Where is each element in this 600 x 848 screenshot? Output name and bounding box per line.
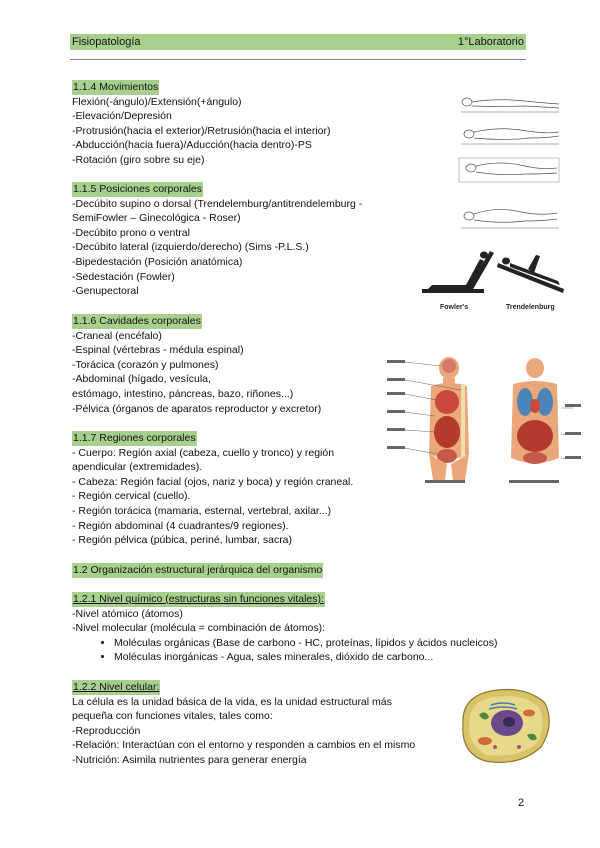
list-item: • Moléculas orgánicas (Base de carbono - HC, proteínas, lípidos y ácidos nucleicos)	[114, 636, 497, 651]
text-line: -Rotación (giro sobre su eje)	[72, 153, 205, 166]
text-line: -Sedestación (Fowler)	[72, 270, 175, 283]
section-title: 1.1.6 Cavidades corporales	[73, 315, 201, 327]
section-title: 1.2.2 Nivel celular:	[73, 681, 160, 693]
animal-cell-figure	[455, 685, 555, 767]
text-line: -Nivel molecular (molécula = combinación de átomos):	[72, 622, 325, 635]
text-line: - Región torácica (mamaria, esternal, vertebral, axilar...)	[72, 504, 332, 517]
section-posiciones	[72, 182, 362, 299]
section-title: 1.1.7 Regiones corporales	[73, 432, 196, 444]
text-line: Flexión(-ángulo)/Extensión(+ángulo)	[72, 95, 242, 108]
text-line: - Región abdominal (4 cuadrantes/9 regiones).	[72, 519, 289, 532]
text-line: estómago, intestino, páncreas, bazo, riñones...)	[72, 387, 294, 400]
section-movimientos	[72, 80, 331, 168]
text-line: -Decúbito prono o ventral	[72, 226, 190, 239]
caption-fowler: Fowler's	[440, 304, 469, 311]
text-line: -Elevación/Depresión	[72, 110, 172, 123]
section-title: 1.1.4 Movimientos	[73, 81, 159, 93]
section-title: 1.2.1 Nivel químico (estructuras sin funciones vitales):	[73, 593, 324, 605]
text-line: -Bipedestación (Posición anatómica)	[72, 255, 243, 268]
caption-trendelenburg: Trendelenburg	[506, 304, 555, 311]
text-line: pequeña con funciones vitales, tales como:	[72, 710, 273, 723]
text-line: -Decúbito lateral (izquierdo/derecho) (Sims -P.L.S.)	[72, 241, 309, 254]
text-line: - Región pélvica (púbica, periné, lumbar, sacra)	[72, 534, 293, 547]
section-title: 1.2 Organización estructural jerárquica del organismo	[73, 564, 323, 576]
section-organizacion	[72, 563, 323, 578]
section-regiones	[72, 431, 353, 548]
section-nivel-quimico	[72, 592, 497, 665]
text-line: -Relación: Interactúan con el entorno y responden a cambios en el mismo	[72, 739, 416, 752]
text-line: - Región cervical (cuello).	[72, 490, 191, 503]
text-line: - Cabeza: Región facial (ojos, nariz y boca) y región craneal.	[72, 475, 354, 488]
text-line: -Genupectoral	[72, 285, 139, 298]
text-line: -Craneal (encéfalo)	[72, 329, 162, 342]
bullet-list	[72, 636, 497, 665]
text-line: -Reproducción	[72, 724, 141, 737]
section-nivel-celular	[72, 680, 415, 768]
page-header	[70, 34, 526, 50]
text-line: - Cuerpo: Región axial (cabeza, cuello y tronco) y región	[72, 446, 335, 459]
body-cavities-figure	[385, 354, 583, 486]
text-line: -Pélvica (órganos de aparatos reproductor y excretor)	[72, 402, 322, 415]
text-line: -Abducción(hacia fuera)/Aducción(hacia dentro)-PS	[72, 139, 312, 152]
text-line: -Abdominal (hígado, vesícula,	[72, 373, 211, 386]
text-line: -Nutrición: Asimila nutrientes para generar energía	[72, 753, 307, 766]
page-number: 2	[518, 797, 525, 809]
body-positions-figure	[455, 88, 563, 238]
text-line: -Torácica (corazón y pulmones)	[72, 358, 219, 371]
text-line: apendicular (extremidades).	[72, 461, 203, 474]
text-line: -Espinal (vértebras - médula espinal)	[72, 344, 244, 357]
fowler-trendelenburg-figure	[418, 243, 568, 315]
section-title: 1.1.5 Posiciones corporales	[73, 183, 202, 195]
text-line: -Protrusión(hacia el exterior)/Retrusión(hacia el interior)	[72, 124, 331, 137]
text-line: La célula es la unidad básica de la vida, es la unidad estructural más	[72, 695, 392, 708]
text-line: -Decúbito supino o dorsal (Trendelemburg/antitrendelemburg -	[72, 197, 363, 210]
list-item: • Moléculas inorgánicas - Agua, sales minerales, dióxido de carbono...	[114, 650, 497, 665]
text-line: SemiFowler – Ginecológica - Roser)	[72, 212, 241, 225]
section-cavidades	[72, 314, 321, 416]
header-subject: Fisiopatología	[72, 36, 141, 48]
text-line: -Nivel atómico (átomos)	[72, 607, 183, 620]
header-course: 1°Laboratorio	[457, 36, 524, 48]
header-rule	[70, 59, 526, 60]
